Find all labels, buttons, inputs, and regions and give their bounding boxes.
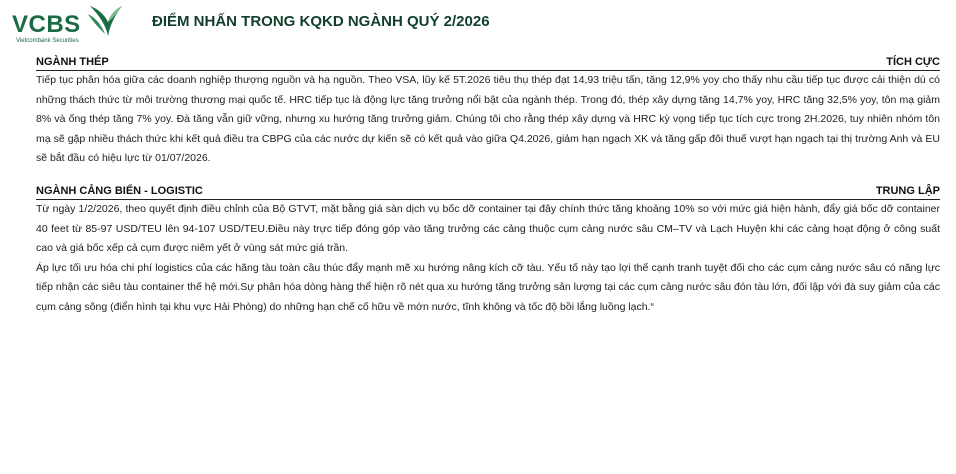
section-header xyxy=(36,55,940,71)
logo-subtext: Vietcombank Securities xyxy=(16,38,79,44)
section-rating: TÍCH CỰC xyxy=(886,56,940,68)
page-title: ĐIỂM NHẤN TRONG KQKD NGÀNH QUÝ 2/2026 xyxy=(152,13,490,30)
logo-text: VCBS xyxy=(12,11,81,38)
section-title: NGÀNH CẢNG BIỂN - LOGISTIC xyxy=(36,185,203,197)
section-steel xyxy=(36,55,940,169)
section-port-logistics xyxy=(36,184,940,317)
section-paragraph: Tiếp tục phân hóa giữa các doanh nghiệp thượng nguồn và hạ nguồn. Theo VSA, lũy kế 5T.2026 tiêu thụ thép đạt 14,93 triệu tấn, tăng 12,9% yoy cho thấy nhu cầu tiếp tục được cải thiện dù có những thách thức từ môi trường thương mại quốc tế. HRC tiếp tục là động lực tăng trưởng nổi bật của ngành thép. Trong đó, thép xây dựng tăng 14,7% yoy, HRC tăng 32,5% yoy, tôn mạ giảm 8% và ống thép tăng 7% yoy. Đà tăng vẫn giữ vững, nhưng xu hướng tăng trưởng giảm. Chúng tôi cho rằng thép xây dựng và HRC kỳ vọng tiếp tục tích cực trong 2H.2026, tuy nhiên nhóm tôn mạ sẽ gặp nhiều thách thức khi kết quả điều tra CBPG của các nước dự kiến sẽ có kết quả vào giữa Q4.2026, giảm hạn ngạch XK và tăng gấp đôi thuế vượt hạn ngạch tại thị trường Anh và EU sẽ bắt đầu có hiệu lực từ 01/07/2026. xyxy=(36,74,940,164)
section-header xyxy=(36,184,940,200)
section-title: NGÀNH THÉP xyxy=(36,56,109,68)
section-paragraph: Áp lực tối ưu hóa chi phí logistics của các hãng tàu toàn cầu thúc đẩy mạnh mẽ xu hướng nâng kích cỡ tàu. Yếu tố này tạo lợi thế cạnh tranh tuyệt đối cho các cụm cảng nước sâu có năng lực tiếp nhận các siêu tàu container thế hệ mới.Sự phân hóa dòng hàng thể hiện rõ nét qua xu hướng tăng trưởng sản lượng tại các cụm cảng nước sâu đón tàu lớn, đối lập với đà suy giảm của các cụm cảng sông (điển hình tại khu vực Hải Phòng) do những hạn chế cố hữu về mớn nước, tĩnh không và tốc độ bồi lắng luồng lạch.“ xyxy=(36,261,940,313)
section-paragraph: Từ ngày 1/2/2026, theo quyết định điều chỉnh của Bộ GTVT, mặt bằng giá sàn dịch vụ bốc dỡ container tại đây chính thức tăng khoảng 10% so với mức giá hiện hành, đẩy giá bốc dỡ container 40 feet từ 85-97 USD/TEU lên 94-107 USD/TEU.Điều này trực tiếp đóng góp vào tăng trưởng các cảng thuộc cụm cảng nước sâu CM–TV và Lạch Huyện khi các cảng hoạt động ở công suất cao và giá bốc xếp cả cụm được niêm yết ở vùng sát mức giá trần. xyxy=(36,203,940,254)
section-rating: TRUNG LẬP xyxy=(875,185,940,197)
vcbs-logo xyxy=(12,4,124,46)
leaf-logo-icon xyxy=(86,4,124,38)
report-header xyxy=(0,0,956,48)
